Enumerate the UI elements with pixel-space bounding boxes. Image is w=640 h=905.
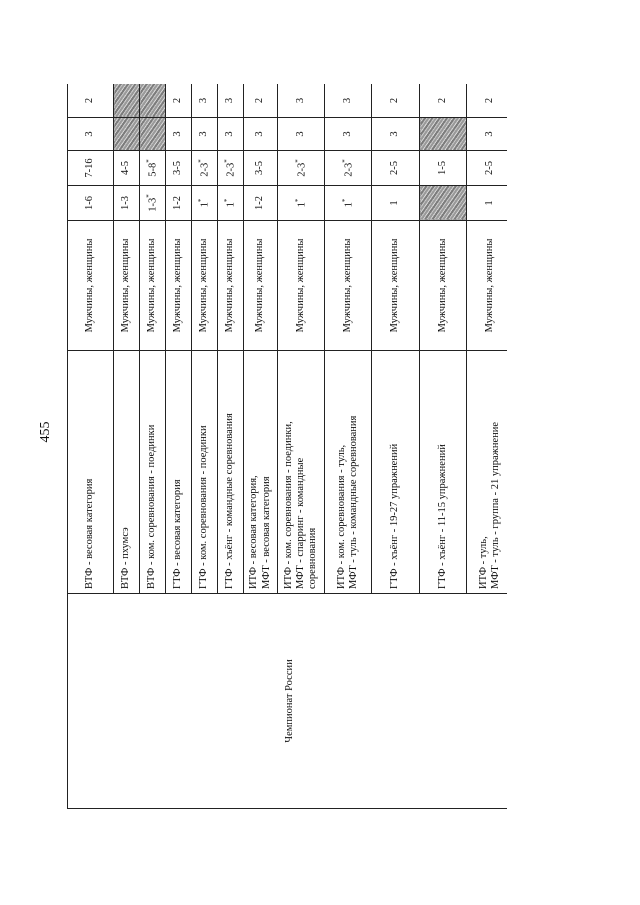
value-cell-c4 — [372, 84, 420, 118]
sex-cell: Мужчины, женщины — [68, 221, 114, 351]
value-text: 3 — [224, 97, 236, 104]
value-text: 2 — [172, 97, 184, 104]
footnote-mark: * — [145, 159, 154, 163]
discipline-cell — [372, 351, 420, 594]
sex-cell: Мужчины, женщины — [192, 221, 218, 351]
value-text: 3 — [198, 97, 210, 104]
discipline-cell — [278, 351, 325, 594]
value-text: 2-3 — [343, 162, 355, 177]
value-text: 3 — [224, 131, 236, 137]
value-cell-c2 — [68, 151, 114, 186]
event-label: Чемпионат России — [284, 659, 296, 743]
value-cell-c2 — [166, 151, 192, 186]
value-text: 3 — [341, 131, 353, 137]
value-text: 3 — [254, 131, 266, 137]
value-text: 3 — [198, 131, 210, 137]
value-text: 2-3 — [296, 162, 308, 177]
value-text: 2 — [483, 97, 495, 104]
discipline-line: ГТФ - весовая категория — [172, 479, 184, 589]
value-text: 3 — [294, 131, 306, 137]
footnote-mark: * — [197, 159, 206, 163]
value-text: 1 — [199, 202, 211, 208]
discipline-line: ГТФ - хъёнг - 19-27 упражнений — [389, 443, 401, 589]
discipline-line: ГТФ - ком. соревнования - поединки — [198, 425, 210, 589]
value-text: 3 — [389, 131, 401, 137]
value-cell-c4 — [244, 84, 278, 118]
value-text: 2 — [436, 97, 448, 104]
value-cell-c1 — [114, 186, 140, 221]
value-text: 3-5 — [172, 161, 184, 175]
discipline-line: ИТФ - ком. соревнования - поединки, — [282, 421, 294, 589]
table-region — [67, 84, 507, 809]
value-text: 2-5 — [483, 161, 495, 175]
value-cell-c2 — [467, 151, 508, 186]
value-text: 3 — [341, 97, 353, 104]
discipline-line: ИТФ - ком. соревнования - туль, — [335, 444, 347, 589]
sex-cell: Мужчины, женщины — [420, 221, 467, 351]
value-text: 2-3 — [225, 162, 237, 177]
discipline-line: МФТ - туль - командные соревнования — [348, 415, 359, 589]
value-text: 3 — [294, 97, 306, 104]
value-cell-c2 — [372, 151, 420, 186]
value-text: 1-2 — [254, 196, 266, 210]
value-text: 1-2 — [172, 196, 184, 210]
sex-cell: Мужчины, женщины — [166, 221, 192, 351]
value-text: 3 — [172, 131, 184, 137]
value-text: 1 — [389, 200, 401, 206]
value-cell-c2 — [420, 151, 467, 186]
value-cell-c4 — [467, 84, 508, 118]
value-text: 5-8 — [147, 162, 159, 177]
shaded-cell-c3 — [140, 118, 166, 151]
value-cell-c3 — [244, 118, 278, 151]
value-text: 3-5 — [254, 161, 266, 175]
value-text: 2-5 — [389, 161, 401, 175]
discipline-cell — [325, 351, 372, 594]
discipline-cell — [114, 351, 140, 594]
discipline-line: соревнования — [307, 527, 319, 589]
sex-cell: Мужчины, женщины — [140, 221, 166, 351]
discipline-cell — [218, 351, 244, 594]
value-cell-c2 — [218, 151, 244, 186]
value-cell-c1 — [278, 186, 325, 221]
value-cell-c2 — [192, 151, 218, 186]
value-cell-c3 — [166, 118, 192, 151]
value-cell-c1 — [192, 186, 218, 221]
discipline-line: МФТ - спарринг - командные — [294, 457, 306, 589]
value-cell-c1 — [218, 186, 244, 221]
value-cell-c4 — [68, 84, 114, 118]
discipline-cell — [192, 351, 218, 594]
sex-cell: Мужчины, женщины — [114, 221, 140, 351]
discipline-cell — [166, 351, 192, 594]
value-text: 1 — [483, 200, 495, 206]
discipline-line: ГТФ - хъёнг - командные соревнования — [224, 413, 236, 589]
value-cell-c2 — [114, 151, 140, 186]
value-cell-c1 — [372, 186, 420, 221]
shaded-cell-c1 — [420, 186, 467, 221]
value-cell-c3 — [68, 118, 114, 151]
value-cell-c3 — [218, 118, 244, 151]
value-text: 4-5 — [120, 161, 132, 175]
value-cell-c4 — [166, 84, 192, 118]
event-cell — [68, 594, 508, 809]
sex-cell: Мужчины, женщины — [278, 221, 325, 351]
footnote-mark: * — [293, 198, 302, 203]
value-cell-c4 — [218, 84, 244, 118]
footnote-mark: * — [145, 194, 154, 198]
discipline-line: МФТ - туль - группа - 21 упражнение — [490, 421, 501, 589]
value-cell-c1 — [68, 186, 114, 221]
sex-cell: Мужчины, женщины — [372, 221, 420, 351]
value-cell-c2 — [244, 151, 278, 186]
value-text: 2-3 — [199, 162, 211, 177]
value-cell-c3 — [278, 118, 325, 151]
value-text: 1-5 — [436, 161, 448, 175]
discipline-cell — [140, 351, 166, 594]
discipline-line: ГТФ - хъёнг - 11-15 упражнений — [436, 444, 448, 589]
value-cell-c1 — [166, 186, 192, 221]
value-text: 1 — [225, 202, 237, 208]
discipline-line: МФТ - весовая категория — [260, 476, 272, 589]
value-cell-c4 — [420, 84, 467, 118]
footnote-mark: * — [197, 198, 206, 203]
shaded-cell-c4 — [114, 84, 140, 118]
value-text: 1 — [296, 202, 308, 208]
footnote-mark: * — [223, 198, 232, 203]
value-cell-c3 — [372, 118, 420, 151]
footnote-mark: * — [340, 198, 349, 203]
value-cell-c1 — [244, 186, 278, 221]
value-cell-c1 — [140, 186, 166, 221]
value-cell-c4 — [278, 84, 325, 118]
value-cell-c2 — [278, 151, 325, 186]
value-text: 3 — [84, 131, 96, 137]
value-cell-c4 — [192, 84, 218, 118]
sex-cell: Мужчины, женщины — [325, 221, 372, 351]
value-text: 1-6 — [84, 196, 96, 210]
discipline-cell — [420, 351, 467, 594]
value-cell-c1 — [325, 186, 372, 221]
value-text: 2 — [254, 97, 266, 104]
table-row — [68, 84, 114, 809]
discipline-cell — [68, 351, 114, 594]
sex-cell: Мужчины, женщины — [218, 221, 244, 351]
shaded-cell-c3 — [420, 118, 467, 151]
value-text: 2 — [389, 97, 401, 104]
rank-table — [67, 84, 507, 809]
value-cell-c3 — [192, 118, 218, 151]
discipline-line: ИТФ - туль, — [477, 536, 489, 589]
discipline-line: ВТФ - пхумсэ — [120, 527, 132, 589]
page-number: 455 — [38, 421, 53, 443]
shaded-cell-c4 — [140, 84, 166, 118]
value-text: 3 — [483, 131, 495, 137]
sex-cell: Мужчины, женщины — [467, 221, 508, 351]
value-text: 2 — [84, 97, 96, 104]
footnote-mark: * — [340, 159, 349, 163]
footnote-mark: * — [223, 159, 232, 163]
rotated-table-container — [67, 84, 507, 809]
value-text: 1-3 — [147, 197, 159, 212]
value-cell-c2 — [140, 151, 166, 186]
value-text: 1 — [343, 202, 355, 208]
discipline-line: ВТФ - ком. соревнования - поединки — [146, 424, 158, 589]
value-text: 1-3 — [120, 196, 132, 210]
value-cell-c3 — [325, 118, 372, 151]
value-cell-c3 — [467, 118, 508, 151]
value-cell-c2 — [325, 151, 372, 186]
discipline-line: ИТФ - весовая категория, — [248, 475, 260, 589]
discipline-line: ВТФ - весовая категория — [84, 478, 96, 589]
footnote-mark: * — [293, 159, 302, 163]
value-cell-c4 — [325, 84, 372, 118]
value-text: 7-16 — [84, 158, 96, 178]
discipline-cell — [467, 351, 508, 594]
discipline-cell — [244, 351, 278, 594]
sex-cell: Мужчины, женщины — [244, 221, 278, 351]
shaded-cell-c3 — [114, 118, 140, 151]
value-cell-c1 — [467, 186, 508, 221]
